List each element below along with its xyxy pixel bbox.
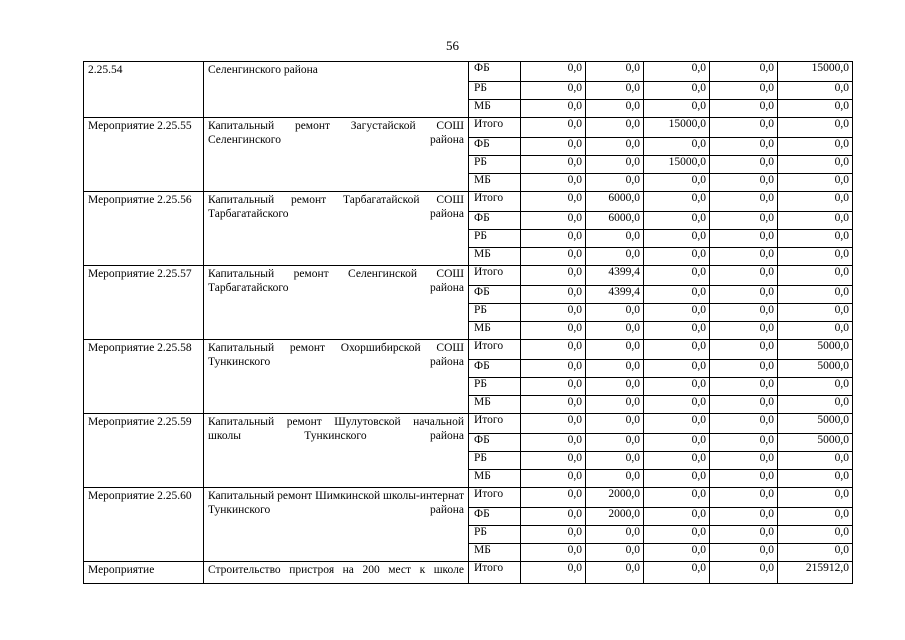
amount-cell: 0,0	[778, 286, 853, 304]
amount-cell: 0,0	[710, 414, 778, 434]
funding-source-cell: РБ	[469, 304, 521, 322]
table-row	[84, 414, 853, 434]
funding-source-cell: Итого	[469, 266, 521, 286]
amount-cell: 0,0	[710, 508, 778, 526]
amount-cell: 0,0	[644, 82, 710, 100]
amount-cell: 0,0	[778, 452, 853, 470]
amount-cell: 0,0	[521, 118, 586, 138]
amount-cell: 0,0	[710, 230, 778, 248]
amount-cell: 0,0	[521, 562, 586, 584]
amount-cell: 0,0	[644, 138, 710, 156]
amount-cell: 0,0	[586, 452, 644, 470]
amount-cell: 0,0	[644, 266, 710, 286]
amount-cell: 0,0	[644, 396, 710, 414]
table-row	[84, 266, 853, 286]
amount-cell: 6000,0	[586, 192, 644, 212]
amount-cell: 0,0	[710, 304, 778, 322]
amount-cell: 0,0	[586, 100, 644, 118]
table-body	[84, 62, 853, 584]
amount-cell: 0,0	[778, 508, 853, 526]
funding-source-cell: МБ	[469, 470, 521, 488]
amount-cell: 0,0	[644, 470, 710, 488]
amount-cell: 0,0	[778, 230, 853, 248]
amount-cell: 0,0	[710, 100, 778, 118]
funding-source-cell: Итого	[469, 414, 521, 434]
page-number: 56	[446, 38, 459, 53]
funding-source-cell: ФБ	[469, 212, 521, 230]
event-cell: Мероприятие	[84, 562, 204, 584]
table-row	[84, 340, 853, 360]
amount-cell: 0,0	[586, 360, 644, 378]
event-cell: 2.25.54	[84, 62, 204, 118]
amount-cell: 0,0	[521, 266, 586, 286]
amount-cell: 0,0	[521, 230, 586, 248]
amount-cell: 0,0	[586, 62, 644, 82]
amount-cell: 0,0	[778, 100, 853, 118]
amount-cell: 0,0	[710, 212, 778, 230]
table-row	[84, 118, 853, 138]
funding-source-cell: ФБ	[469, 434, 521, 452]
amount-cell: 0,0	[778, 544, 853, 562]
amount-cell: 0,0	[521, 304, 586, 322]
amount-cell: 0,0	[710, 378, 778, 396]
funding-source-cell: Итого	[469, 340, 521, 360]
amount-cell: 0,0	[778, 322, 853, 340]
amount-cell: 0,0	[778, 174, 853, 192]
amount-cell: 0,0	[710, 322, 778, 340]
amount-cell: 0,0	[710, 286, 778, 304]
amount-cell: 2000,0	[586, 488, 644, 508]
amount-cell: 0,0	[644, 562, 710, 584]
amount-cell: 0,0	[778, 248, 853, 266]
amount-cell: 0,0	[586, 138, 644, 156]
amount-cell: 0,0	[521, 286, 586, 304]
amount-cell: 0,0	[710, 138, 778, 156]
funding-source-cell: Итого	[469, 562, 521, 584]
description-cell: Капитальный ремонт Селенгинской СОШ Тарбагатайского района	[204, 266, 469, 340]
table-row	[84, 562, 853, 584]
funding-source-cell: РБ	[469, 452, 521, 470]
amount-cell: 0,0	[778, 138, 853, 156]
amount-cell: 0,0	[778, 304, 853, 322]
funding-source-cell: РБ	[469, 230, 521, 248]
table-row	[84, 62, 853, 82]
description-cell: Капитальный ремонт Загустайской СОШ Селенгинского района	[204, 118, 469, 192]
amount-cell: 15000,0	[644, 156, 710, 174]
amount-cell: 0,0	[586, 544, 644, 562]
amount-cell: 0,0	[710, 526, 778, 544]
funding-source-cell: РБ	[469, 526, 521, 544]
amount-cell: 0,0	[710, 340, 778, 360]
amount-cell: 0,0	[521, 138, 586, 156]
amount-cell: 0,0	[710, 248, 778, 266]
funding-source-cell: МБ	[469, 396, 521, 414]
event-cell: Мероприятие 2.25.56	[84, 192, 204, 266]
funding-source-cell: Итого	[469, 118, 521, 138]
funding-source-cell: РБ	[469, 156, 521, 174]
amount-cell: 0,0	[586, 322, 644, 340]
amount-cell: 0,0	[644, 304, 710, 322]
amount-cell: 0,0	[710, 174, 778, 192]
funding-source-cell: ФБ	[469, 62, 521, 82]
description-cell: Строительство пристроя на 200 мест к школе	[204, 562, 469, 584]
amount-cell: 215912,0	[778, 562, 853, 584]
funding-source-cell: МБ	[469, 322, 521, 340]
amount-cell: 0,0	[710, 192, 778, 212]
amount-cell: 0,0	[586, 396, 644, 414]
amount-cell: 0,0	[521, 212, 586, 230]
amount-cell: 0,0	[778, 118, 853, 138]
amount-cell: 0,0	[710, 62, 778, 82]
funding-source-cell: ФБ	[469, 286, 521, 304]
amount-cell: 0,0	[586, 82, 644, 100]
amount-cell: 0,0	[710, 360, 778, 378]
amount-cell: 0,0	[586, 414, 644, 434]
amount-cell: 0,0	[644, 378, 710, 396]
amount-cell: 4399,4	[586, 286, 644, 304]
amount-cell: 5000,0	[778, 434, 853, 452]
amount-cell: 0,0	[521, 192, 586, 212]
amount-cell: 0,0	[778, 488, 853, 508]
table-row	[84, 192, 853, 212]
amount-cell: 0,0	[644, 62, 710, 82]
amount-cell: 0,0	[586, 248, 644, 266]
amount-cell: 0,0	[644, 544, 710, 562]
amount-cell: 0,0	[521, 470, 586, 488]
funding-source-cell: ФБ	[469, 360, 521, 378]
amount-cell: 0,0	[778, 82, 853, 100]
funding-source-cell: Итого	[469, 488, 521, 508]
funding-source-cell: МБ	[469, 174, 521, 192]
description-cell: Капитальный ремонт Тарбагатайской СОШ Тарбагатайского района	[204, 192, 469, 266]
amount-cell: 0,0	[586, 434, 644, 452]
funding-source-cell: ФБ	[469, 508, 521, 526]
amount-cell: 0,0	[710, 544, 778, 562]
amount-cell: 0,0	[586, 470, 644, 488]
amount-cell: 0,0	[521, 452, 586, 470]
amount-cell: 0,0	[710, 488, 778, 508]
amount-cell: 0,0	[521, 414, 586, 434]
amount-cell: 0,0	[644, 192, 710, 212]
event-cell: Мероприятие 2.25.60	[84, 488, 204, 562]
funding-source-cell: РБ	[469, 82, 521, 100]
amount-cell: 0,0	[644, 212, 710, 230]
amount-cell: 0,0	[644, 340, 710, 360]
amount-cell: 5000,0	[778, 414, 853, 434]
amount-cell: 0,0	[521, 100, 586, 118]
amount-cell: 0,0	[644, 488, 710, 508]
amount-cell: 4399,4	[586, 266, 644, 286]
amount-cell: 2000,0	[586, 508, 644, 526]
amount-cell: 0,0	[710, 156, 778, 174]
table-row	[84, 488, 853, 508]
funding-source-cell: МБ	[469, 544, 521, 562]
amount-cell: 0,0	[521, 156, 586, 174]
amount-cell: 0,0	[644, 508, 710, 526]
amount-cell: 0,0	[521, 526, 586, 544]
amount-cell: 0,0	[521, 508, 586, 526]
event-cell: Мероприятие 2.25.55	[84, 118, 204, 192]
amount-cell: 0,0	[778, 378, 853, 396]
amount-cell: 0,0	[521, 360, 586, 378]
amount-cell: 15000,0	[644, 118, 710, 138]
amount-cell: 0,0	[710, 470, 778, 488]
amount-cell: 0,0	[710, 434, 778, 452]
amount-cell: 0,0	[521, 378, 586, 396]
amount-cell: 0,0	[644, 434, 710, 452]
amount-cell: 0,0	[521, 434, 586, 452]
amount-cell: 0,0	[521, 488, 586, 508]
description-cell: Капитальный ремонт Шулутовской начальной школы Тункинского района	[204, 414, 469, 488]
funding-source-cell: МБ	[469, 248, 521, 266]
amount-cell: 0,0	[778, 526, 853, 544]
amount-cell: 0,0	[644, 230, 710, 248]
amount-cell: 0,0	[710, 396, 778, 414]
funding-source-cell: Итого	[469, 192, 521, 212]
description-cell: Селенгинского района	[204, 62, 469, 118]
description-cell: Капитальный ремонт Охоршибирской СОШ Тункинского района	[204, 340, 469, 414]
amount-cell: 0,0	[521, 396, 586, 414]
amount-cell: 0,0	[644, 248, 710, 266]
amount-cell: 6000,0	[586, 212, 644, 230]
amount-cell: 0,0	[521, 322, 586, 340]
amount-cell: 0,0	[710, 452, 778, 470]
amount-cell: 0,0	[521, 544, 586, 562]
amount-cell: 0,0	[586, 378, 644, 396]
amount-cell: 15000,0	[778, 62, 853, 82]
funding-source-cell: ФБ	[469, 138, 521, 156]
amount-cell: 0,0	[521, 174, 586, 192]
amount-cell: 0,0	[644, 174, 710, 192]
amount-cell: 0,0	[586, 156, 644, 174]
amount-cell: 0,0	[644, 286, 710, 304]
amount-cell: 0,0	[778, 266, 853, 286]
description-cell: Капитальный ремонт Шимкинской школы-интернат Тункинского района	[204, 488, 469, 562]
amount-cell: 0,0	[521, 62, 586, 82]
amount-cell: 0,0	[644, 526, 710, 544]
amount-cell: 0,0	[586, 118, 644, 138]
amount-cell: 5000,0	[778, 360, 853, 378]
event-cell: Мероприятие 2.25.58	[84, 340, 204, 414]
amount-cell: 0,0	[644, 414, 710, 434]
amount-cell: 0,0	[644, 322, 710, 340]
amount-cell: 0,0	[710, 118, 778, 138]
amount-cell: 0,0	[778, 192, 853, 212]
amount-cell: 0,0	[710, 266, 778, 286]
event-cell: Мероприятие 2.25.57	[84, 266, 204, 340]
amount-cell: 0,0	[586, 562, 644, 584]
amount-cell: 0,0	[778, 470, 853, 488]
amount-cell: 0,0	[644, 452, 710, 470]
amount-cell: 0,0	[521, 248, 586, 266]
amount-cell: 0,0	[521, 82, 586, 100]
amount-cell: 0,0	[586, 304, 644, 322]
amount-cell: 0,0	[586, 340, 644, 360]
event-cell: Мероприятие 2.25.59	[84, 414, 204, 488]
funding-source-cell: РБ	[469, 378, 521, 396]
amount-cell: 0,0	[710, 562, 778, 584]
budget-table	[83, 61, 853, 584]
amount-cell: 0,0	[521, 340, 586, 360]
amount-cell: 0,0	[586, 230, 644, 248]
amount-cell: 0,0	[644, 100, 710, 118]
amount-cell: 0,0	[586, 526, 644, 544]
funding-source-cell: МБ	[469, 100, 521, 118]
amount-cell: 0,0	[778, 396, 853, 414]
amount-cell: 0,0	[710, 82, 778, 100]
amount-cell: 0,0	[778, 156, 853, 174]
amount-cell: 5000,0	[778, 340, 853, 360]
amount-cell: 0,0	[586, 174, 644, 192]
amount-cell: 0,0	[644, 360, 710, 378]
amount-cell: 0,0	[778, 212, 853, 230]
